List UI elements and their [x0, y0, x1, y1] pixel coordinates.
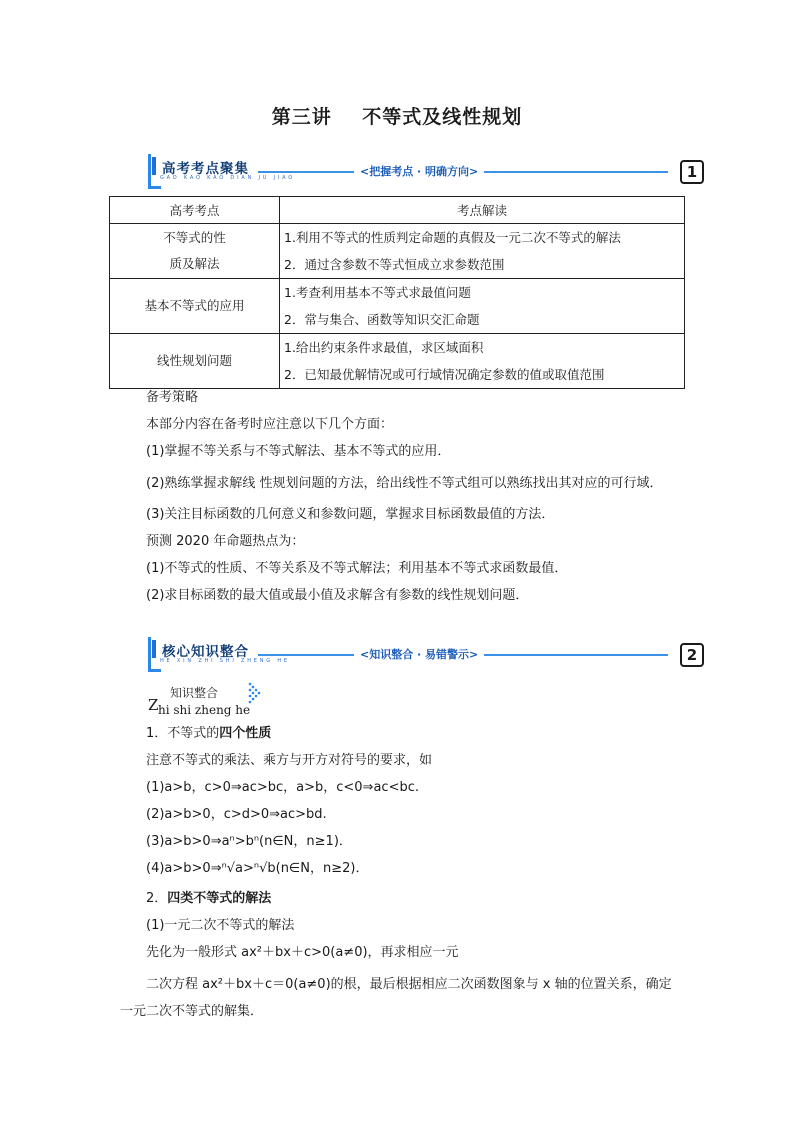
table-row: [110, 334, 685, 389]
page-title: 第三讲 不等式及线性规划: [271, 106, 523, 128]
banner-pinyin: GAO KAO KAO DIAN JU JIAO: [160, 175, 296, 181]
section-heading: [120, 725, 680, 743]
table-header-cell: 高考考点: [110, 197, 280, 224]
topic-text: 不等式的性: [163, 230, 226, 245]
section-heading: [120, 890, 680, 908]
topic-text: 质及解法: [169, 256, 220, 271]
interpretation-line: 2．通过含参数不等式恒成立求参数范围: [284, 257, 505, 272]
section-banner-2: [148, 637, 708, 673]
property-line: (1)a>b，c>0⇒ac>bc，a>b，c<0⇒ac<bc.: [146, 780, 419, 795]
strategy-point: (1)掌握不等关系与不等式解法、基本不等式的应用．: [146, 444, 451, 459]
topic-cell: 线性规划问题: [110, 334, 280, 389]
prediction-intro: 预测 2020 年命题热点为：: [146, 534, 305, 549]
interpretation-line: 1.给出约束条件求最值，求区域面积: [284, 340, 484, 355]
exam-points-table: [109, 196, 685, 389]
heading-prefix: 2．: [146, 891, 168, 906]
table-row: [110, 279, 685, 334]
topic-cell: [110, 224, 280, 279]
strategy-point: (3)关注目标函数的几何意义和参数问题，掌握求目标函数最值的方法．: [146, 507, 555, 522]
banner-subtitle: <知识整合 · 易错警示>: [354, 645, 484, 663]
interpretation-line: 1.利用不等式的性质判定命题的真假及一元二次不等式的解法: [284, 230, 621, 245]
banner-pinyin: HE XIN ZHI SHI ZHENG HE: [160, 658, 290, 664]
interpretation-line: 2．已知最优解情况或可行域情况确定参数的值或取值范围: [284, 367, 605, 382]
table-row: [110, 224, 685, 279]
banner-label-box: [148, 637, 290, 673]
section-banner-1: [148, 154, 708, 190]
interpretation-line: 1.考查利用基本不等式求最值问题: [284, 285, 471, 300]
table-header-row: [110, 197, 685, 224]
marker-label: 知识整合: [170, 686, 219, 700]
interpretation-cell: [280, 224, 685, 279]
topic-cell: 基本不等式的应用: [110, 279, 280, 334]
banner-title: 高考考点聚集: [152, 157, 267, 175]
body-text: 二次方程 ax²＋bx＋c＝0(a≠0)的根，最后根据相应二次函数图象与 x 轴的位置关系，确定一元二次不等式的解集．: [120, 977, 672, 1019]
strategy-intro: 本部分内容在备考时应注意以下几个方面：: [146, 417, 394, 432]
banner-label-box: [148, 154, 296, 190]
banner-number: 2: [680, 643, 704, 667]
heading-emphasis: 四类不等式的解法: [167, 891, 272, 906]
property-line: (2)a>b>0，c>d>0⇒ac>bd.: [146, 807, 327, 822]
prediction-point: (2)求目标函数的最大值或最小值及求解含有参数的线性规划问题．: [146, 588, 529, 603]
interpretation-cell: [280, 334, 685, 389]
section-inequality-properties: [120, 725, 680, 878]
heading-emphasis: 四个性质: [219, 726, 272, 741]
prediction-point: (1)不等式的性质、不等关系及不等式解法；利用基本不等式求函数最值．: [146, 561, 568, 576]
banner-number: 1: [680, 160, 704, 184]
banner-title: 核心知识整合: [152, 640, 267, 658]
property-line: (3)a>b>0⇒aⁿ>bⁿ(n∈N，n≥1)．: [146, 834, 352, 849]
property-line: (4)a>b>0⇒ⁿ√a>ⁿ√b(n∈N，n≥2)．: [146, 861, 369, 876]
marker-initial: Z: [148, 696, 159, 714]
strategy-block: [120, 389, 680, 605]
table-header-cell: 考点解读: [280, 197, 685, 224]
knowledge-marker: [148, 682, 268, 718]
strategy-point: (2)熟练掌握求解线 性规划问题的方法，给出线性不等式组可以熟练找出其对应的可行域．: [146, 476, 663, 491]
section-note: 注意不等式的乘法、乘方与开方对符号的要求，如: [146, 753, 433, 768]
body-text: 先化为一般形式 ax²＋bx＋c>0(a≠0)，再求相应一元: [146, 945, 459, 960]
strategy-heading: 备考策略: [146, 390, 199, 405]
heading-prefix: 1．不等式的: [146, 726, 220, 741]
interpretation-cell: [280, 279, 685, 334]
section-inequality-solving: [120, 890, 680, 1025]
banner-subtitle: <把握考点 · 明确方向>: [354, 162, 484, 180]
dotted-arrow-icon: [248, 682, 264, 706]
subsection-heading: (1)一元二次不等式的解法: [146, 918, 295, 933]
marker-pinyin: hi shi zheng he: [158, 703, 251, 717]
interpretation-line: 2．常与集合、函数等知识交汇命题: [284, 312, 480, 327]
